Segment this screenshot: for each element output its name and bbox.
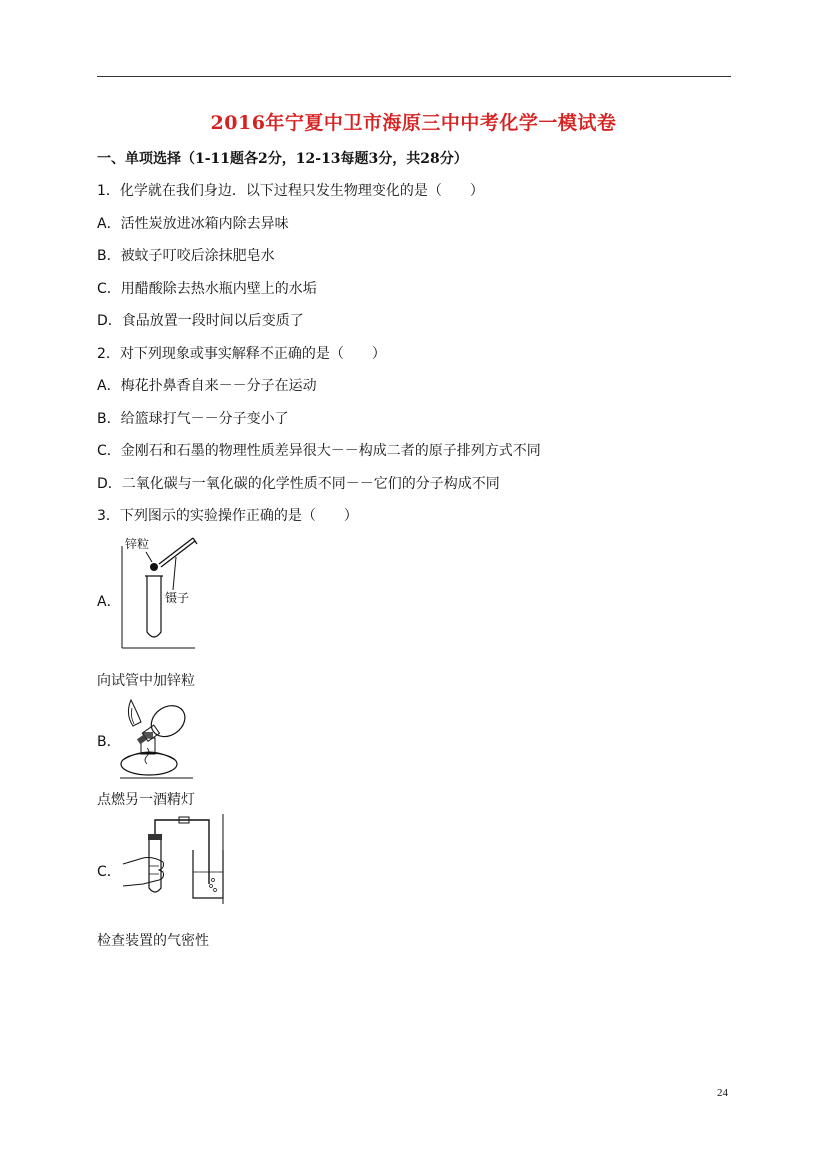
- header-rule: [97, 76, 731, 77]
- q3-option-c-caption: 检查装置的气密性: [97, 933, 209, 949]
- q2-option-a: A．梅花扑鼻香自来－－分子在运动: [97, 378, 317, 394]
- q2-option-b: B．给篮球打气－－分子变小了: [97, 411, 289, 427]
- fig-label-zinc: 锌粒: [125, 537, 150, 551]
- q3-option-c-label: C．: [97, 864, 121, 880]
- q2-option-d: D．二氧化碳与一氧化碳的化学性质不同－－它们的分子构成不同: [97, 476, 500, 492]
- q1-option-b: B．被蚊子叮咬后涂抹肥皂水: [97, 248, 275, 264]
- zinc-tweezers-figure: [119, 532, 199, 650]
- section-heading: 一、单项选择（1-11题各2分，12-13每题3分，共28分）: [97, 151, 468, 167]
- fig-label-tweezers: 镊子: [165, 591, 190, 605]
- q1-option-a: A．活性炭放进冰箱内除去异味: [97, 216, 289, 232]
- q1-option-d: D．食品放置一段时间以后变质了: [97, 313, 304, 329]
- q3-option-a-label: A．: [97, 594, 121, 610]
- q2-option-c: C．金刚石和石墨的物理性质差异很大－－构成二者的原子排列方式不同: [97, 443, 541, 459]
- q1-option-c: C．用醋酸除去热水瓶内壁上的水垢: [97, 281, 317, 297]
- q3-option-a-caption: 向试管中加锌粒: [97, 673, 195, 689]
- q2-stem: 2．对下列现象或事实解释不正确的是（ ）: [97, 346, 386, 362]
- airtightness-check-figure: [119, 814, 227, 904]
- q3-option-b-caption: 点燃另一酒精灯: [97, 792, 195, 808]
- q3-option-b-label: B．: [97, 734, 121, 750]
- q1-stem: 1．化学就在我们身边．以下过程只发生物理变化的是（ ）: [97, 183, 484, 199]
- alcohol-lamp-figure: [119, 694, 194, 780]
- q3-stem: 3．下列图示的实验操作正确的是（ ）: [97, 508, 358, 524]
- page-number: 24: [717, 1087, 728, 1099]
- page-title: 2016年宁夏中卫市海原三中中考化学一模试卷: [210, 112, 617, 134]
